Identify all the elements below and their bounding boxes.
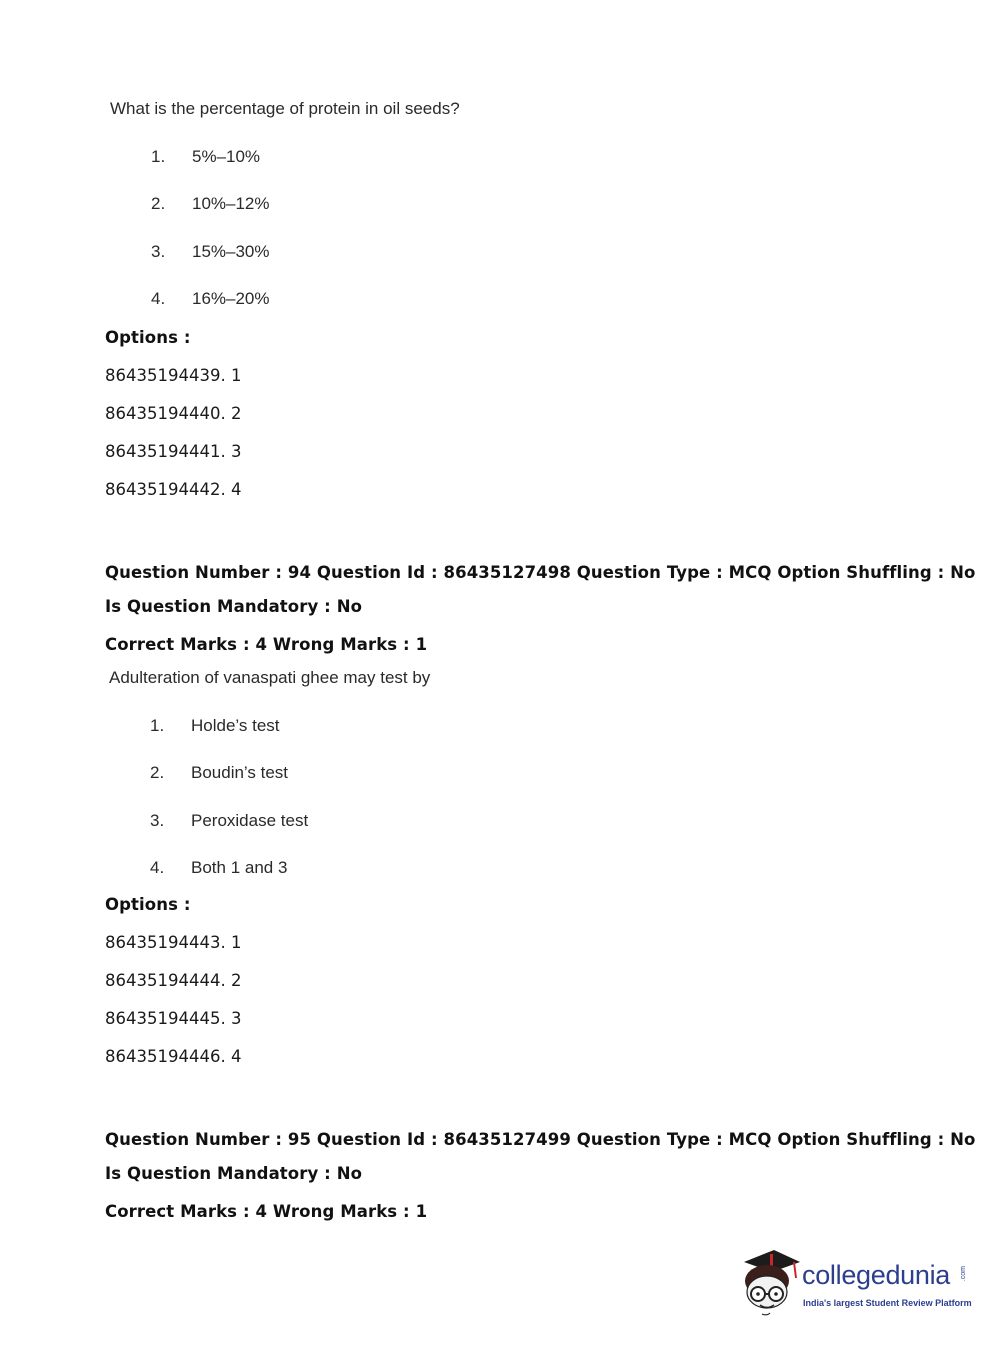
choice-text: Peroxidase test (191, 811, 309, 830)
logo-suffix: .com (960, 1266, 967, 1282)
choice-number: 3. (150, 811, 165, 830)
option-id: 86435194446. 4 (105, 1047, 242, 1066)
choice-text: 15%–30% (192, 242, 270, 261)
option-id: 86435194440. 2 (105, 404, 242, 423)
option-id: 86435194445. 3 (105, 1009, 242, 1028)
option-id: 86435194443. 1 (105, 933, 242, 952)
choice-number: 1. (150, 716, 165, 735)
choice-text: Both 1 and 3 (191, 858, 288, 877)
choice-text: Boudin’s test (191, 763, 289, 782)
choice-text: 5%–10% (192, 147, 261, 166)
choice-text: Holde’s test (191, 716, 280, 735)
question-mandatory: Is Question Mandatory : No (105, 1164, 363, 1183)
choice-text: 10%–12% (192, 194, 270, 213)
logo-wordmark: collegedunia (802, 1260, 951, 1290)
choice-text: 16%–20% (192, 289, 270, 308)
question-marks: Correct Marks : 4 Wrong Marks : 1 (105, 1202, 428, 1221)
options-label: Options : (105, 328, 191, 347)
choice-number: 1. (151, 147, 166, 166)
option-id: 86435194441. 3 (105, 442, 242, 461)
choice-number: 2. (151, 194, 166, 213)
option-id: 86435194442. 4 (105, 480, 242, 499)
choice-number: 4. (150, 858, 165, 877)
question-marks: Correct Marks : 4 Wrong Marks : 1 (105, 635, 428, 654)
question-text: Adulteration of vanaspati ghee may test by (109, 668, 431, 687)
option-id: 86435194439. 1 (105, 366, 242, 385)
mascot-graduate-icon (740, 1248, 802, 1316)
collegedunia-logo (740, 1248, 970, 1318)
choice-number: 4. (151, 289, 166, 308)
option-id: 86435194444. 2 (105, 971, 242, 990)
choice-number: 2. (150, 763, 165, 782)
question-header: Question Number : 95 Question Id : 86435127499 Question Type : MCQ Option Shuffling : No (105, 1130, 976, 1149)
logo-tagline: India's largest Student Review Platform (803, 1298, 972, 1308)
question-mandatory: Is Question Mandatory : No (105, 597, 363, 616)
question-header: Question Number : 94 Question Id : 86435127498 Question Type : MCQ Option Shuffling : No (105, 563, 976, 582)
choice-number: 3. (151, 242, 166, 261)
options-label: Options : (105, 895, 191, 914)
question-text: What is the percentage of protein in oil seeds? (110, 99, 460, 118)
